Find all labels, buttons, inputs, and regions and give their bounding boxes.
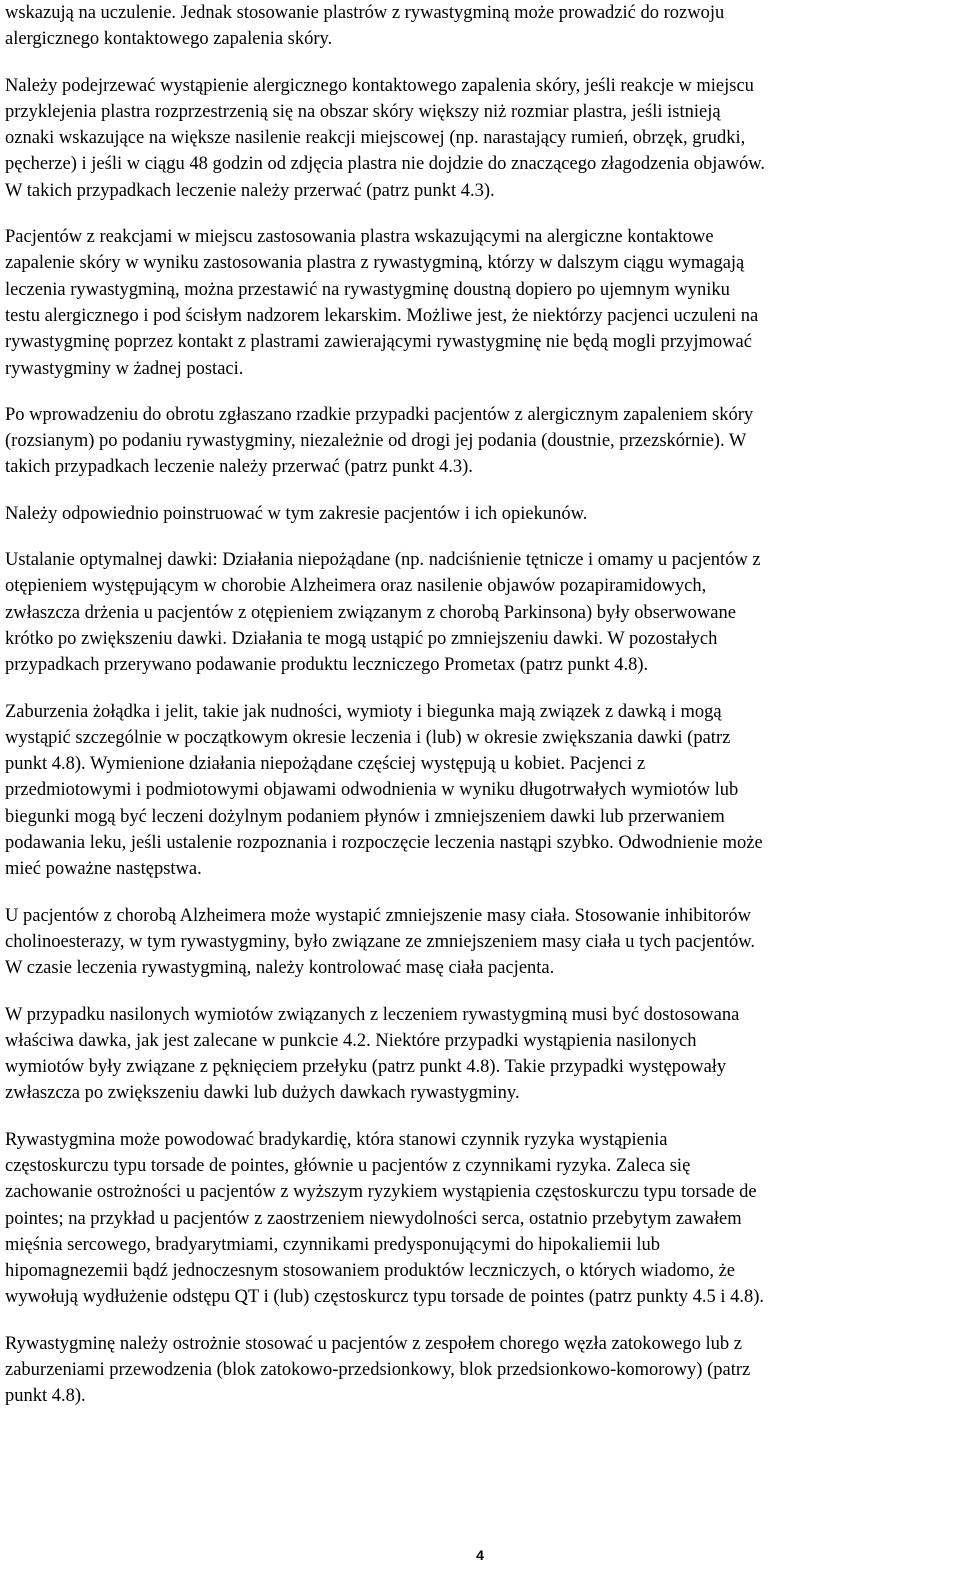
text-line: punkt 4.8). [5, 1386, 86, 1407]
text-line: W przypadku nasilonych wymiotów związanych z leczeniem rywastygminą musi być dostosowana [5, 1004, 740, 1025]
text-line: punkt 4.8). Wymienione działania niepożądane częściej występują u kobiet. Pacjenci z [5, 754, 646, 775]
text-line: otępieniem występującym w chorobie Alzheimera oraz nasilenie objawów pozapiramidowych, [5, 576, 707, 597]
text-line: Po wprowadzeniu do obrotu zgłaszano rzadkie przypadki pacjentów z alergicznym zapaleniem skóry [5, 404, 754, 425]
text-line: przypadkach przerywano podawanie produktu leczniczego Prometax (patrz punkt 4.8). [5, 655, 649, 676]
text-line: biegunki mogą być leczeni dożylnym podaniem płynów i zmniejszeniem dawki lub przerwaniem [5, 806, 725, 827]
text-line: częstoskurczu typu torsade de pointes, głównie u pacjentów z czynnikami ryzyka. Zaleca się [5, 1155, 691, 1176]
body-text [5, 0, 955, 1410]
text-line: W czasie leczenia rywastygminą, należy kontrolować masę ciała pacjenta. [5, 958, 555, 979]
paragraph [5, 1002, 955, 1107]
text-line: alergicznego kontaktowego zapalenia skóry. [5, 29, 333, 50]
text-line: Ustalanie optymalnej dawki: Działania niepożądane (np. nadciśnienie tętnicze i omamy u pacjentów z [5, 550, 761, 571]
paragraph [5, 501, 955, 527]
text-line: W takich przypadkach leczenie należy przerwać (patrz punkt 4.3). [5, 180, 495, 201]
text-line: przedmiotowymi i podmiotowymi objawami odwodnienia w wyniku długotrwałych wymiotów lub [5, 780, 739, 801]
text-line: pęcherze) i jeśli w ciągu 48 godzin od zdjęcia plastra nie dojdzie do znaczącego złagodzenia objawów. [5, 154, 766, 175]
text-line: oznaki wskazujące na większe nasilenie reakcji miejscowej (np. narastający rumień, obrzęk, grudki, [5, 128, 746, 149]
text-line: wystąpić szczególnie w początkowym okresie leczenia i (lub) w okresie zwiększania dawki (patrz [5, 727, 731, 748]
text-line: mięśnia sercowego, bradyarytmiami, czynnikami predysponującymi do hipokaliemii lub [5, 1234, 661, 1255]
text-line: zwłaszcza po zwiększeniu dawki lub dużych dawkach rywastygminy. [5, 1083, 520, 1104]
text-line: właściwa dawka, jak jest zalecane w punkcie 4.2. Niektóre przypadki wystąpienia nasilonych [5, 1030, 697, 1051]
text-line: przyklejenia plastra rozprzestrzenią się na obszar skóry większy niż rozmiar plastra, jeśli istnieją [5, 101, 721, 122]
paragraph [5, 0, 955, 53]
text-line: rywastygminę poprzez kontakt z plastrami zawierającymi rywastygminę nie będą mogli przyjmować [5, 332, 752, 353]
text-line: Pacjentów z reakcjami w miejscu zastosowania plastra wskazującymi na alergiczne kontaktowe [5, 227, 714, 248]
text-line: testu alergicznego i pod ścisłym nadzorem lekarskim. Możliwe jest, że niektórzy pacjenci uczuleni na [5, 305, 759, 326]
text-line: zwłaszcza drżenia u pacjentów z otępieniem związanym z chorobą Parkinsona) były obserwowane [5, 602, 736, 623]
document-page [5, 0, 955, 1430]
paragraph [5, 547, 955, 678]
paragraph [5, 73, 955, 204]
text-line: Zaburzenia żołądka i jelit, takie jak nudności, wymioty i biegunka mają związek z dawką i mogą [5, 701, 722, 722]
text-line: wymiotów były związane z pęknięciem przełyku (patrz punkt 4.8). Takie przypadki występowały [5, 1057, 727, 1078]
paragraph [5, 1127, 955, 1311]
paragraph [5, 699, 955, 883]
text-line: krótko po zwiększeniu dawki. Działania te mogą ustąpić po zmniejszeniu dawki. W pozostałych [5, 628, 718, 649]
page-number: 4 [476, 1547, 484, 1563]
paragraph [5, 402, 955, 481]
paragraph [5, 1331, 955, 1410]
text-line: cholinoesterazy, w tym rywastygminy, było związane ze zmniejszeniem masy ciała u tych pacjentów. [5, 931, 756, 952]
paragraph [5, 224, 955, 382]
text-line: U pacjentów z chorobą Alzheimera może wystapić zmniejszenie masy ciała. Stosowanie inhibitorów [5, 905, 751, 926]
text-line: zachowanie ostrożności u pacjentów z wyższym ryzykiem wystąpienia częstoskurczu typu torsade de [5, 1182, 757, 1203]
text-line: pointes; na przykład u pacjentów z zaostrzeniem niewydolności serca, ostatnio przebytym zawałem [5, 1208, 742, 1229]
text-line: zaburzeniami przewodzenia (blok zatokowo-przedsionkowy, blok przedsionkowo-komorowy) (patrz [5, 1360, 751, 1381]
text-line: mieć poważne następstwa. [5, 859, 202, 880]
text-line: wywołują wydłużenie odstępu QT i (lub) częstoskurcz typu torsade de pointes (patrz punkty 4.5 i 4.8). [5, 1287, 765, 1308]
text-line: Należy podejrzewać wystąpienie alergicznego kontaktowego zapalenia skóry, jeśli reakcje w miejscu [5, 75, 754, 96]
text-line: Należy odpowiednio poinstruować w tym zakresie pacjentów i ich opiekunów. [5, 503, 588, 524]
text-line: Rywastygminę należy ostrożnie stosować u pacjentów z zespołem chorego węzła zatokowego lub z [5, 1333, 742, 1354]
text-line: Rywastygmina może powodować bradykardię, która stanowi czynnik ryzyka wystąpienia [5, 1129, 668, 1150]
text-line: hipomagnezemii bądź jednoczesnym stosowaniem produktów leczniczych, o których wiadomo, że [5, 1261, 736, 1282]
text-line: podawania leku, jeśli ustalenie rozpoznania i rozpoczęcie leczenia nastąpi szybko. Odwodnienie może [5, 833, 763, 854]
text-line: wskazują na uczulenie. Jednak stosowanie plastrów z rywastygminą może prowadzić do rozwoju [5, 3, 725, 23]
text-line: zapalenie skóry w wyniku zastosowania plastra z rywastygminą, którzy w dalszym ciągu wymagają [5, 253, 745, 274]
text-line: rywastygminy w żadnej postaci. [5, 358, 244, 379]
text-line: (rozsianym) po podaniu rywastygminy, niezależnie od drogi jej podania (doustnie, przezskórnie). W [5, 431, 747, 452]
text-line: leczenia rywastygminą, można przestawić na rywastygminę doustną dopiero po ujemnym wyniku [5, 279, 730, 300]
paragraph [5, 903, 955, 982]
text-line: takich przypadkach leczenie należy przerwać (patrz punkt 4.3). [5, 457, 473, 478]
